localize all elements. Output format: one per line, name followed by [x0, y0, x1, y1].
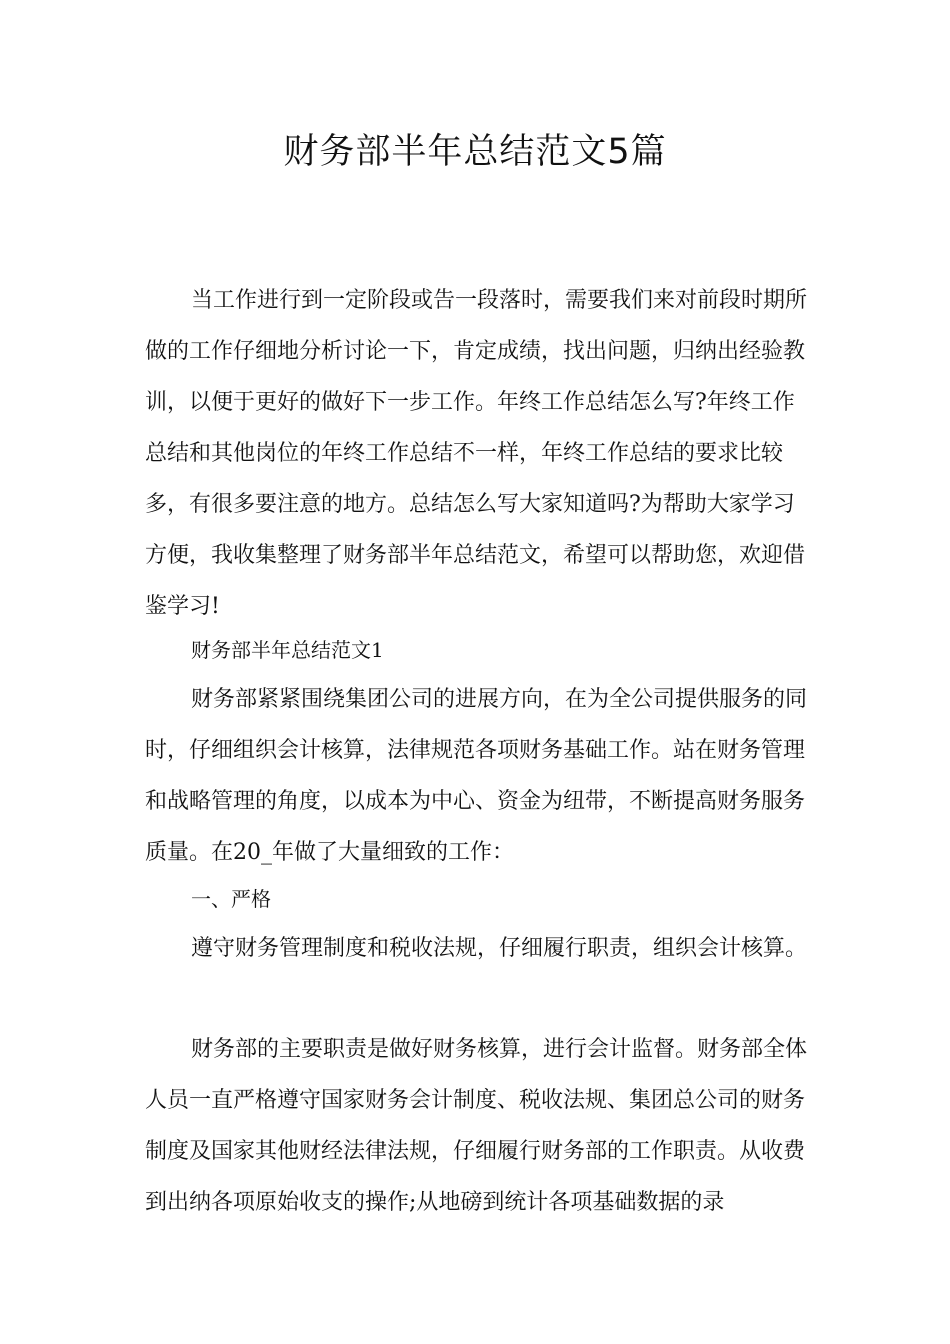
document-title: 财务部半年总结范文5篇: [283, 132, 667, 172]
duty-paragraph: 财务部的主要职责是做好财务核算，进行会计监督。财务部全体人员一直严格遵守国家财务会计制度、税收法规、集团总公司的财务制度及国家其他财经法律法规，仔细履行财务部的工作职责。从收费到出纳各项原始收支的操作;从地磅到统计各项基础数据的录: [145, 1037, 808, 1215]
section-1-point: 遵守财务管理制度和税收法规，仔细履行职责，组织会计核算。: [191, 936, 808, 961]
section-1-heading: 一、严格: [191, 887, 271, 911]
sample-1-paragraph: 财务部紧紧围绕集团公司的进展方向，在为全公司提供服务的同时，仔细组织会计核算，法律规范各项财务基础工作。站在财务管理和战略管理的角度，以成本为中心、资金为纽带，不断提高财务服务质量。在20_年做了大量细致的工作：: [145, 687, 808, 865]
intro-paragraph: 当工作进行到一定阶段或告一段落时，需要我们来对前段时期所做的工作仔细地分析讨论一下，肯定成绩，找出问题，归纳出经验教训，以便于更好的做好下一步工作。年终工作总结怎么写?年终工作总结和其他岗位的年终工作总结不一样，年终工作总结的要求比较多，有很多要注意的地方。总结怎么写大家知道吗?为帮助大家学习方便，我收集整理了财务部半年总结范文，希望可以帮助您，欢迎借鉴学习!: [145, 288, 808, 619]
sample-1-heading: 财务部半年总结范文1: [191, 638, 384, 662]
